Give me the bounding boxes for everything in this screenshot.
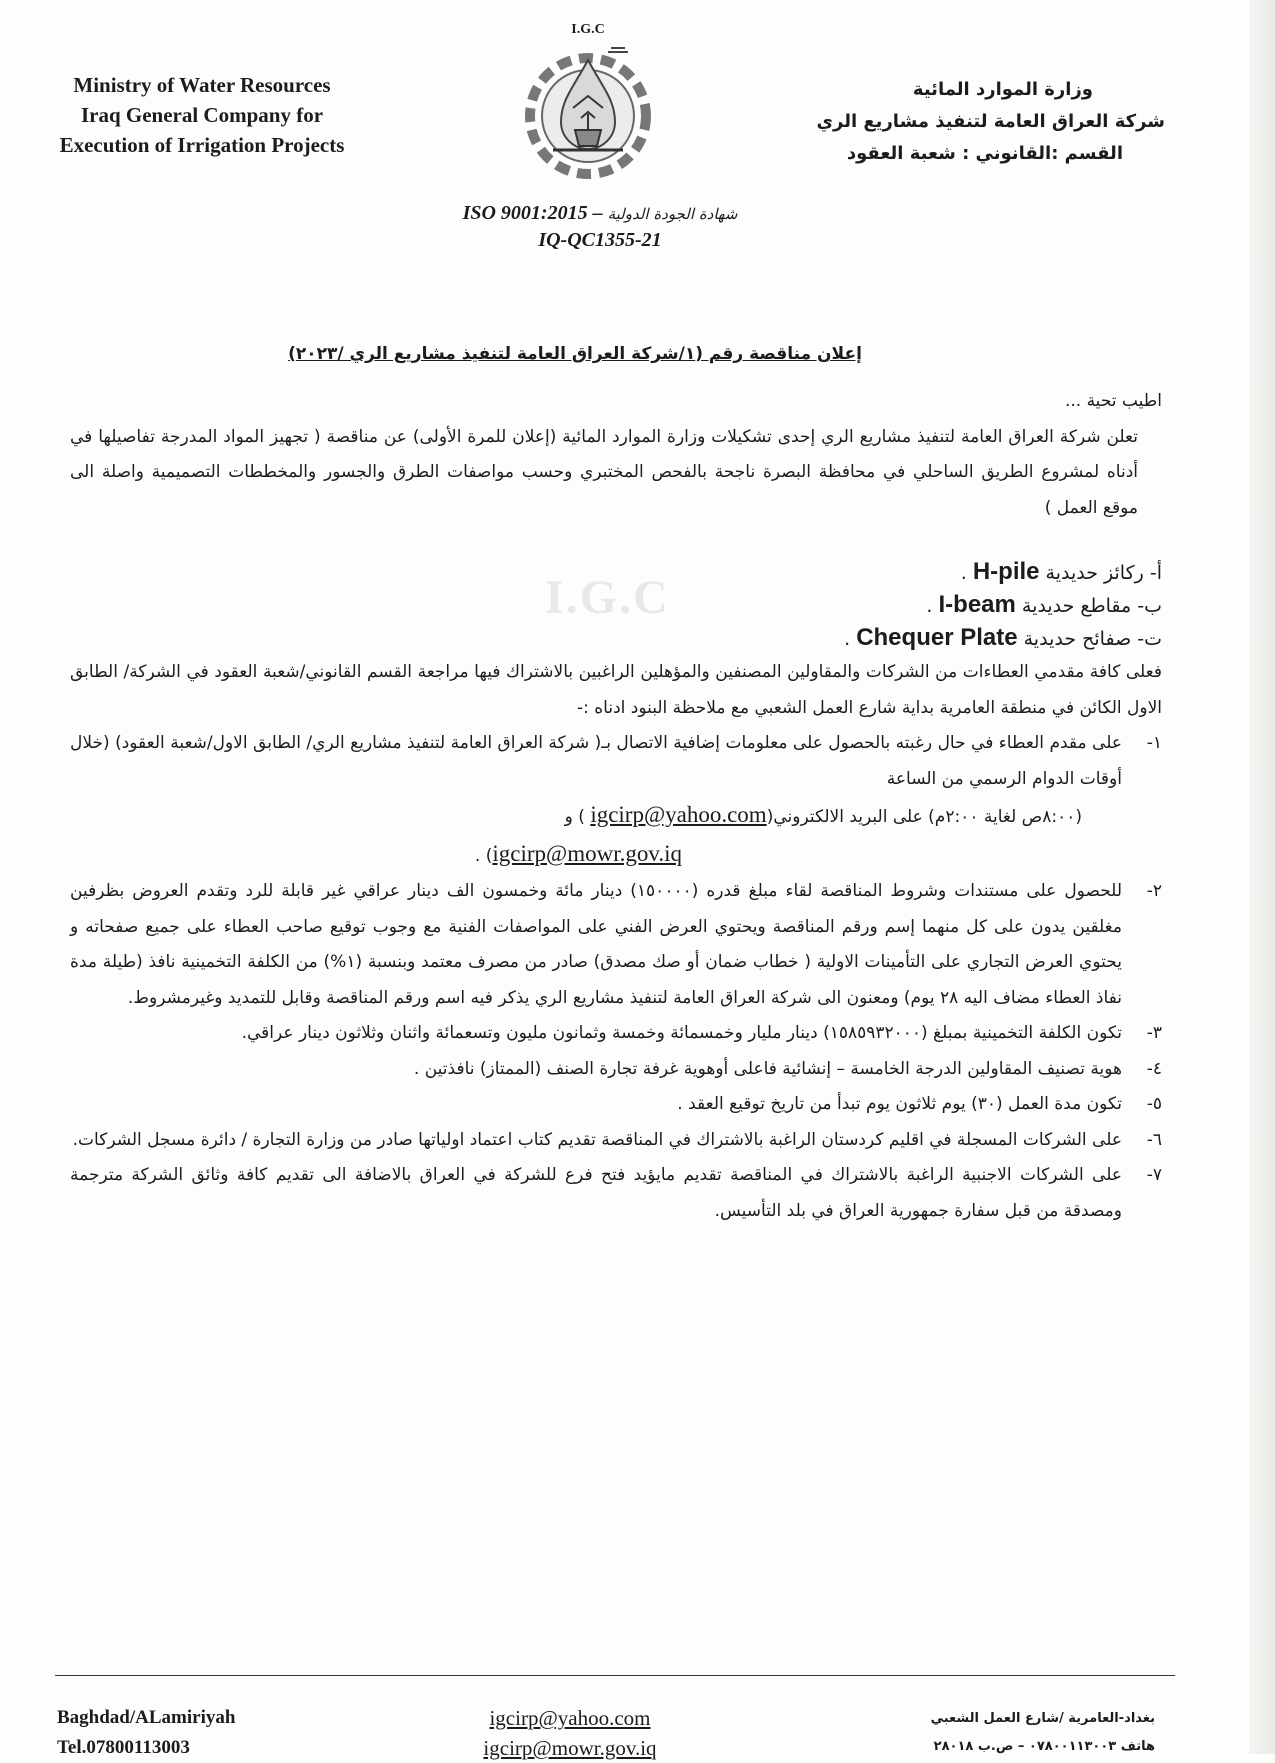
item-text: على الشركات الاجنبية الراغبة بالاشتراك في المناقصة تقديم مايؤيد فتح فرع للشركة في العراق بالاضافة الى تقديم كافة وثائق الشركة مترجمة ومصدقة من قبل سفارة جمهورية العراق في بلد التأسيس. [70, 1165, 1122, 1221]
item-text: هوية تصنيف المقاولين الدرجة الخامسة – إنشائية فاعلى أوهوية غرفة تجارة الصنف (الممتاز) نافذتين . [413, 1058, 1122, 1079]
list-item [70, 1052, 1162, 1088]
list-item [70, 1087, 1162, 1123]
item-text: على مقدم العطاء في حال رغبته بالحصول على معلومات إضافية الاتصال بـ( شركة العراق العامة لتنفيذ مشاريع الري/ الطابق الاول/شعبة العقود) (خلال أوقات الدوام الرسمي من الساعة (٨:٠٠ص لغاية ٢:٠٠م) على البريد الالكتروني(igcirp@yahoo.com ) و igcirp@mowr.gov.iq) . [70, 733, 1122, 866]
email-link[interactable]: igcirp@mowr.gov.iq [492, 840, 682, 866]
list-item [70, 1158, 1162, 1229]
item-text: على الشركات المسجلة في اقليم كردستان الراغبة بالاشتراك في المناقصة تقديم كتاب اعتماد اولياتها صادر من وزارة التجارة / دائرة مسجل الشركات. [72, 1129, 1122, 1150]
intro-paragraph: تعلن شركة العراق العامة لتنفيذ مشاريع الري إحدى تشكيلات وزارة الموارد المائية (إعلان للمرة الأولى) عن مناقصة ( تجهيز المواد المدرجة تفاصيلها في أدناه لمشروع الطريق الساحلي في محافظة البصرة ناجحة بالفحص المختبري وحسب مواصفات الطرق والجسور والمخططات التصميمية واصلة الى موقع العمل ) [70, 426, 1138, 518]
department-name-ar: القسم :القانوني : شعبة العقود [846, 143, 1123, 164]
announcement-title-text: إعلان مناقصة رقم (١/شركة العراق العامة لتنفيذ مشاريع الري /٢٠٢٣) [288, 344, 862, 364]
item-text: تكون مدة العمل (٣٠) يوم ثلاثون يوم تبدأ من تاريخ توقيع العقد . [677, 1094, 1122, 1114]
item-number: ٧- [1146, 1165, 1162, 1185]
scan-edge [1249, 0, 1275, 1754]
material-code: H-pile [972, 558, 1040, 585]
iso-code: IQ-QC1355-21 [538, 229, 662, 251]
item-text: للحصول على مستندات وشروط المناقصة لقاء مبلغ قدره (١٥٠٠٠٠) دينار مائة وخمسون الف دينار عراقي غير قابلة للرد وتقدم العروض بظرفين مغلقين يدون على كل منهما إسم ورقم المناقصة ويحتوي العرض الفني على المواصفات الفنية مع وجوب توقيع صاحب العطاء على جميع صفحاته و يحتوي العرض التجاري على التأمينات الاولية ( خطاب ضمان أو صك مصدق) صادر من مصرف معتمد وبنسبة (١%) من الكلفة التخمينية نافذ (طيلة مدة نفاذ العطاء مضاف اليه ٢٨ يوم) ومعنون الى شركة العراق العامة لتنفيذ مشاريع الري يذكر فيه اسم ورقم المناقصة وقابل للتمديد وغيرمشروط. [70, 881, 1122, 1008]
iso-en: ISO 9001:2015 – [462, 202, 603, 224]
document-body [70, 384, 1162, 1229]
item-text: تكون الكلفة التخمينية بمبلغ (١٥٨٥٩٣٢٠٠٠) دينار مليار وخمسمائة وخمسة وثمانون مليون وتسعمائة واثنان وثلاثون دينار عراقي. [241, 1023, 1122, 1043]
iso-ar: شهادة الجودة الدولية [607, 205, 738, 223]
material-code: Chequer Plate [856, 624, 1018, 651]
list-item [70, 874, 1162, 1016]
item-number: ١- [1146, 733, 1162, 753]
materials-list [70, 556, 1162, 655]
email-link[interactable]: igcirp@yahoo.com [590, 802, 767, 827]
footer-address-ar [931, 1705, 1155, 1761]
material-item: أ- ركائز حديدية H-pile . [960, 558, 1162, 585]
footer-divider [55, 1675, 1175, 1676]
company-logo [508, 22, 668, 202]
iso-certification [390, 200, 810, 253]
footer [0, 1675, 1275, 1760]
material-code: I-beam [938, 591, 1016, 618]
list-item [70, 1016, 1162, 1052]
list-item [70, 726, 1162, 874]
announcement-title [200, 344, 950, 364]
item-number: ٢- [1146, 881, 1162, 901]
phone-ar: هاتف ٠٧٨٠٠١١٣٠٠٣ – ص.ب ٢٨٠١٨ [933, 1739, 1155, 1754]
items-list [70, 874, 1162, 1229]
phone-en: Tel.07800113003 [57, 1737, 190, 1758]
address-ar: بغداد-العامرية /شارع العمل الشعبي [930, 1711, 1155, 1726]
footer-emails [440, 1703, 700, 1763]
company-name-ar: شركة العراق العامة لتنفيذ مشاريع الري [816, 111, 1165, 132]
item-number: ٤- [1146, 1058, 1162, 1079]
header-arabic [745, 74, 1165, 170]
logo-text: I.G.C [571, 22, 605, 37]
footer-email-yahoo[interactable]: igcirp@yahoo.com [489, 1706, 651, 1730]
ministry-name-en: Ministry of Water Resources [73, 73, 331, 97]
material-item: ب- مقاطع حديدية I-beam . [926, 591, 1162, 618]
item-number: ٦- [1146, 1129, 1162, 1150]
company-name-en-2: Execution of Irrigation Projects [59, 133, 345, 157]
address-en: Baghdad/ALamiriyah [57, 1707, 236, 1728]
greeting: اطيب تحية ... [1064, 391, 1162, 411]
item-number: ٥- [1146, 1094, 1162, 1114]
material-item: ت- صفائح حديدية Chequer Plate . [844, 624, 1162, 651]
logo-emblem-icon [513, 38, 663, 188]
header-english [22, 70, 382, 160]
footer-address-en [57, 1703, 235, 1763]
company-name-en: Iraq General Company for [80, 103, 324, 127]
item-number: ٣- [1146, 1023, 1162, 1043]
ministry-name-ar: وزارة الموارد المائية [912, 79, 1093, 100]
watermark: I.G.C [545, 571, 670, 624]
list-item [70, 1123, 1162, 1159]
footer-email-mowr[interactable]: igcirp@mowr.gov.iq [483, 1736, 657, 1760]
invitation-paragraph: فعلى كافة مقدمي العطاءات من الشركات والمقاولين المصنفين والمؤهلين الراغبين بالاشتراك فيها مراجعة القسم القانوني/شعبة العقود في الشركة/ الطابق الاول الكائن في منطقة العامرية بداية شارع العمل الشعبي مع ملاحظة البنود ادناه :- [70, 662, 1162, 718]
